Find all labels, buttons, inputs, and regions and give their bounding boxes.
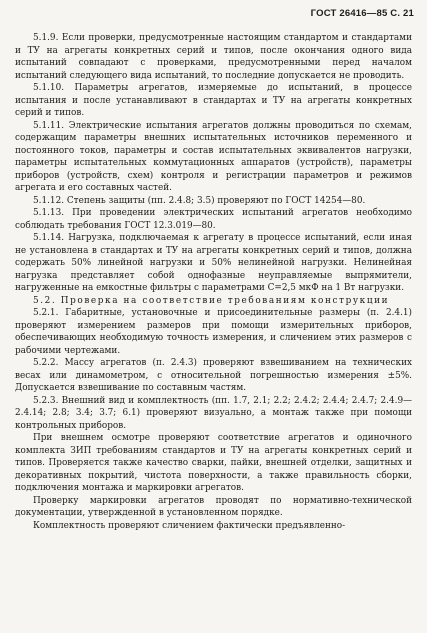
document-body [15, 32, 412, 532]
paragraph-5-2-3: 5.2.3. Внешний вид и комплектность (пп. 1.7, 2.1; 2.2; 2.4.2; 2.4.4; 2.4.7; 2.4.9—2.4.14; 2.8; 3.4; 3.7; 6.1) проверяют визуально, а монтаж также при помощи контрольных приборов. [15, 395, 412, 431]
paragraph-completeness-check: Комплектность проверяют сличением фактически предъявленно- [33, 520, 346, 531]
page-header: ГОСТ 26416—85 С. 21 [310, 8, 414, 19]
paragraph-5-1-12: 5.1.12. Степень защиты (пп. 2.4.8; 3.5) проверяют по ГОСТ 14254—80. [33, 195, 366, 206]
paragraph-5-1-14: 5.1.14. Нагрузка, подключаемая к агрегату в процессе испытаний, если иная не установлена в стандартах и ТУ на агрегаты конкретных серий и типов, должна содержать 50% линейной нагрузки и 50% нелинейной нагрузки. Нелинейная нагрузка представляет собой однофазные неуправляемые выпрямители, нагруженные на емкостные фильтры с параметрами C=2,5 мкФ на 1 Вт нагрузки. [15, 233, 412, 293]
section-heading-5-2: 5.2. Проверка на соответствие требованиям конструкции [33, 295, 390, 306]
paragraph-marking-check: Проверку маркировки агрегатов проводят по нормативно-технической документации, утвержденной в установленном порядке. [15, 495, 412, 518]
paragraph-5-1-11: 5.1.11. Электрические испытания агрегатов должны проводиться по схемам, содержащим параметры внешних испытательных источников переменного и постоянного токов, параметры и состав испытательных эквивалентов нагрузки, параметры испытательных коммутационных аппаратов (устройств), параметры приборов (устройств, схем) контроля и регистрации параметров и режимов агрегата и его составных частей. [15, 120, 412, 193]
paragraph-5-1-13: 5.1.13. При проведении электрических испытаний агрегатов необходимо соблюдать требования ГОСТ 12.3.019—80. [15, 208, 412, 231]
paragraph-5-2-2: 5.2.2. Массу агрегатов (п. 2.4.3) проверяют взвешиванием на технических весах или динамометром, с относительной погрешностью измерения ±5%. Допускается взвешивание по составным частям. [15, 358, 412, 393]
paragraph-5-2-1: 5.2.1. Габаритные, установочные и присоединительные размеры (п. 2.4.1) проверяют измерением размеров при помощи измерительных приборов, обеспечивающих необходимую точность измерения, и сличением этих размеров с рабочими чертежами. [15, 308, 412, 356]
paragraph-5-1-10: 5.1.10. Параметры агрегатов, измеряемые до испытаний, в процессе испытания и после устанавливают в стандартах и ТУ на агрегаты конкретных серий и типов. [15, 83, 412, 118]
paragraph-5-1-9: 5.1.9. Если проверки, предусмотренные настоящим стандартом и стандартами и ТУ на агрегаты конкретных серий и типов, после окончания одного вида испытаний совпадают с проверками, предусмотренными перед началом испытаний следующего вида испытаний, то последние допускается не проводить. [15, 33, 412, 81]
paragraph-external-inspection: При внешнем осмотре проверяют соответствие агрегатов и одиночного комплекта ЗИП требованиям стандартов и ТУ на агрегаты конкретных серий и типов. Проверяется также качество сварки, пайки, внешней отделки, защитных и декоративных покрытий, чистота поверхности, а также правильность сборки, подключения монтажа и маркировки агрегатов. [15, 433, 412, 493]
